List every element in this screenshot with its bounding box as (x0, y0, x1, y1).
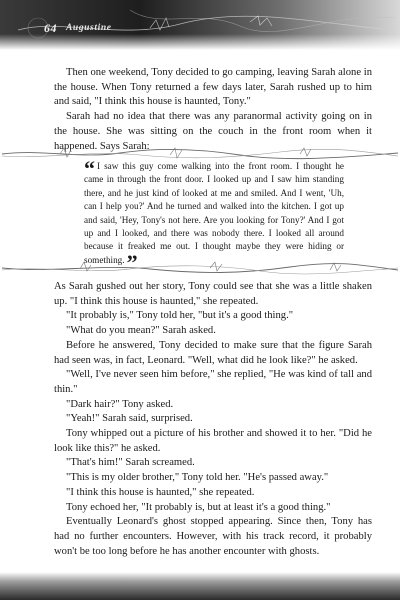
block-quote (84, 156, 344, 275)
story-paragraph: Tony echoed her, "It probably is, but at least it's a good thing." (66, 501, 331, 513)
story-paragraph: "Well, I've never seen him before," she replied, "He was kind of tall and thin." (54, 369, 372, 395)
intro-paragraph: Then one weekend, Tony decided to go camping, leaving Sarah alone in the house. When Tony returned a few days later, Sarah rushed up to him and said, "I think this house is haunted, Tony." (54, 67, 372, 108)
story-paragraph: Before he answered, Tony decided to make sure that the figure Sarah had seen was, in fact, Leonard. "Well, what did he look like?" he asked. (54, 339, 372, 366)
story-paragraph: Eventually Leonard's ghost stopped appearing. Since then, Tony has had no further encounters. However, with his track record, it probably won't be too long before he has another encounter with ghosts. (54, 516, 372, 557)
story-text (54, 280, 372, 559)
story-paragraph: "What do you mean?" Sarah asked. (66, 325, 216, 337)
ornamental-divider-bottom (0, 258, 400, 280)
intro-paragraph: Sarah had no idea that there was any paranormal activity going on in the house. She was sitting on the couch in the front room when it happened. Says Sarah: (54, 111, 372, 152)
story-paragraph: "I think this house is haunted," she repeated. (66, 486, 255, 498)
intro-text (54, 66, 372, 154)
story-paragraph: As Sarah gushed out her story, Tony could see that she was a little shaken up. "I think this house is haunted," she repeated. (54, 281, 372, 307)
quote-text: I saw this guy come walking into the front room. I thought he came in through the front door. I looked up and I saw him standing there, and he just kind of looked at me and smiled. And I went, 'Uh, can I help you?' And he turned and walked into the kitchen. I got up and said, 'Hey, Tony's not here. Are you looking for Tony?' And I got up and I looked, and there was nobody there. I looked all around because it freaked me out. I thought maybe they were hiding or something. (84, 161, 344, 265)
story-paragraph: "That's him!" Sarah screamed. (66, 457, 195, 469)
page-footer-gradient (0, 572, 400, 600)
story-paragraph: "Dark hair?" Tony asked. (66, 398, 174, 410)
story-paragraph: "It probably is," Tony told her, "but it's a good thing." (66, 310, 294, 322)
header-banner-graphic (0, 0, 400, 50)
page-number: 64 (44, 21, 57, 35)
chapter-title: Augustine (66, 23, 112, 33)
close-quote-mark: ” (126, 249, 138, 275)
page-header-banner (0, 0, 400, 50)
story-paragraph: "This is my older brother," Tony told her. "He's passed away." (66, 472, 329, 484)
story-paragraph: "Yeah!" Sarah said, surprised. (66, 413, 193, 425)
story-paragraph: Tony whipped out a picture of his brother and showed it to her. "Did he look like this?" he asked. (54, 428, 372, 454)
open-quote-mark: “ (84, 156, 95, 181)
